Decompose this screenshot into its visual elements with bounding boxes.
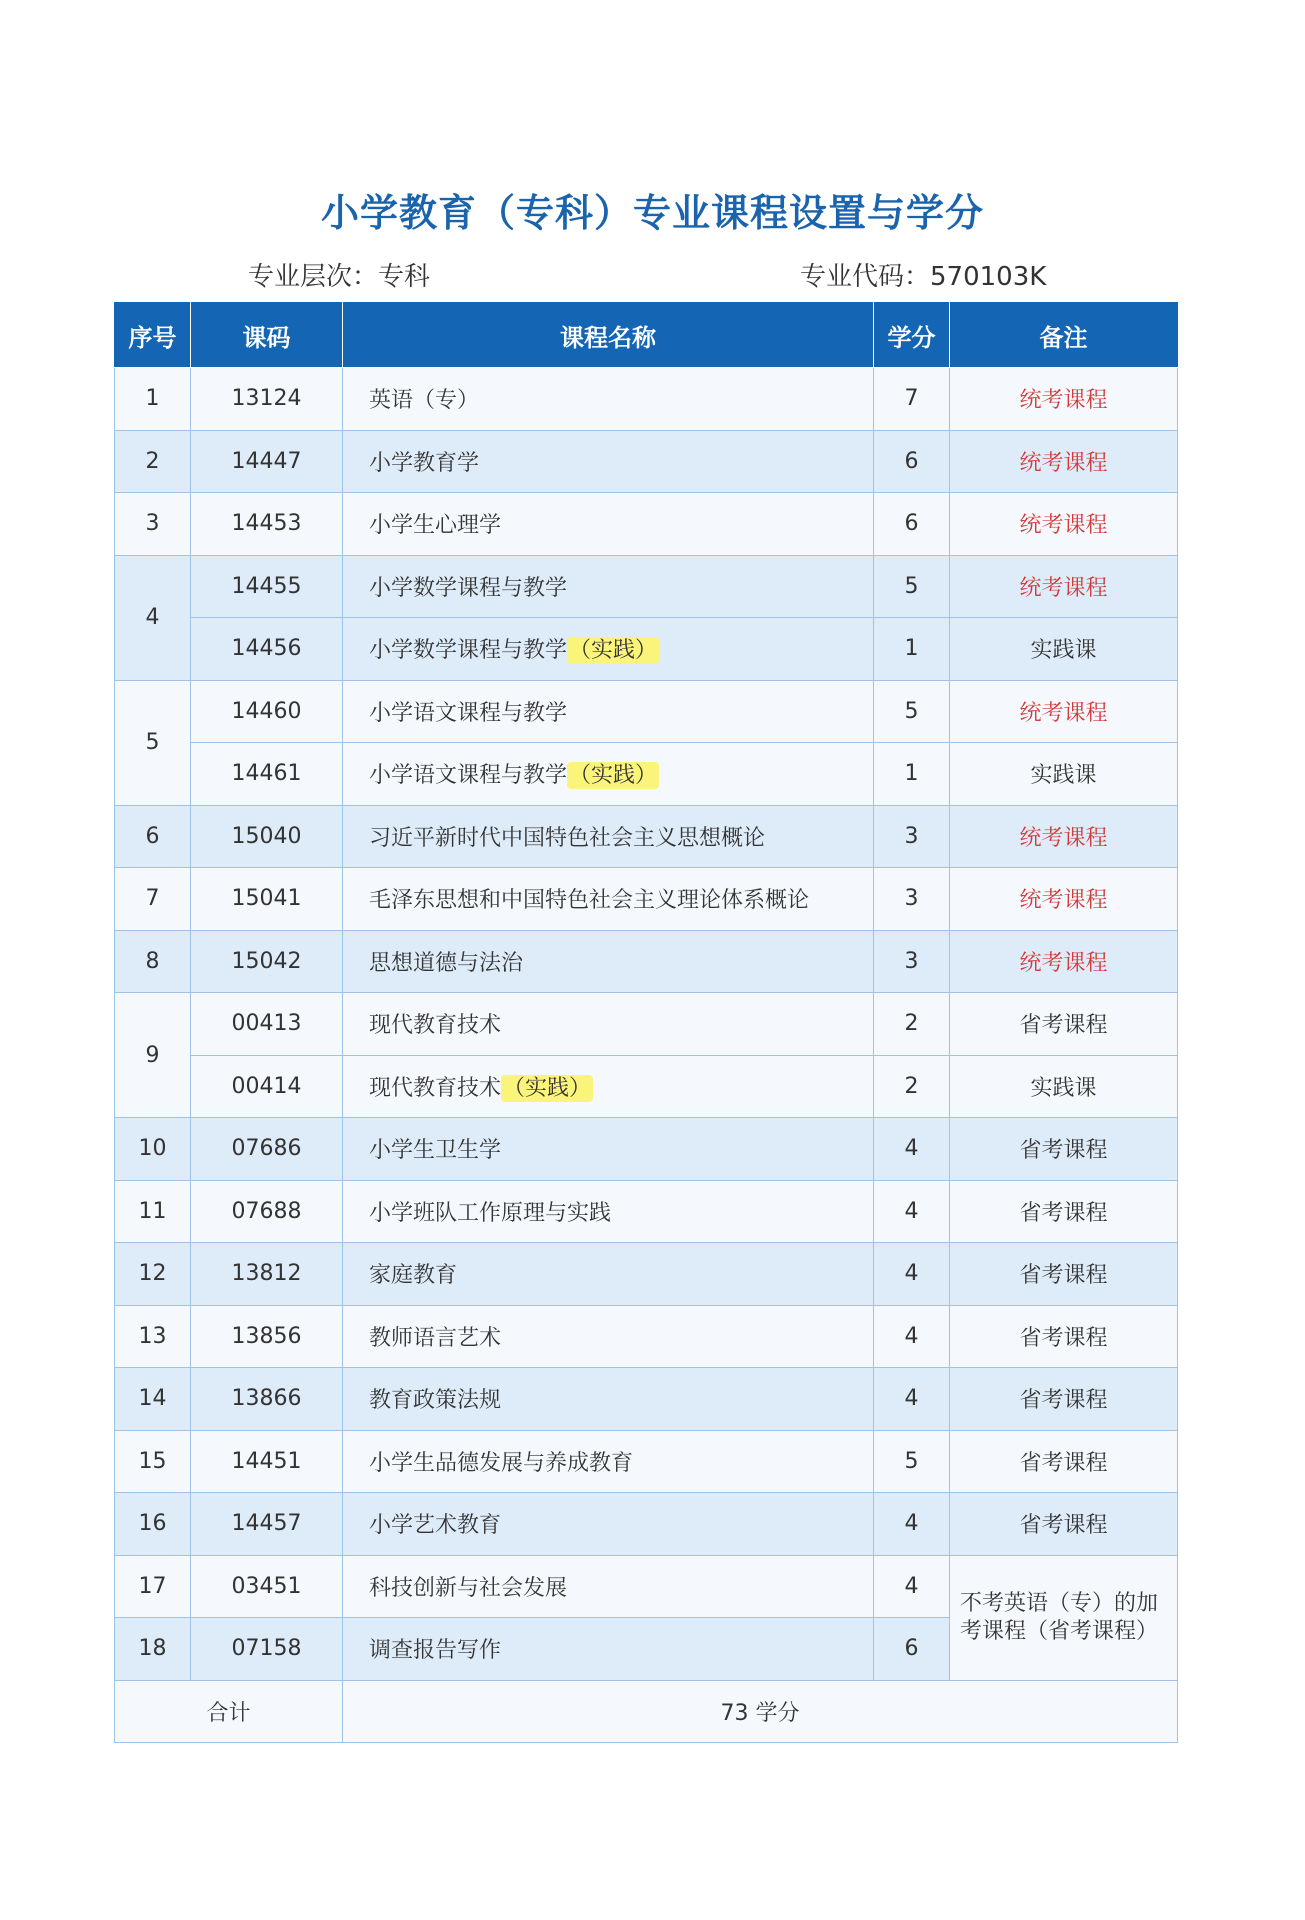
cell-index: 12 — [115, 1243, 191, 1306]
cell-code: 15041 — [191, 868, 343, 931]
cell-credit: 2 — [874, 993, 950, 1056]
course-table — [114, 302, 1178, 1743]
cell-code: 14447 — [191, 430, 343, 493]
cell-name: 小学生卫生学 — [343, 1118, 874, 1181]
cell-credit: 4 — [874, 1118, 950, 1181]
cell-code: 15040 — [191, 805, 343, 868]
cell-note: 省考课程 — [950, 1430, 1178, 1493]
table-row — [115, 930, 1178, 993]
cell-name: 科技创新与社会发展 — [343, 1555, 874, 1618]
cell-name — [343, 1055, 874, 1118]
cell-credit: 5 — [874, 1430, 950, 1493]
cell-index: 17 — [115, 1555, 191, 1618]
cell-note: 省考课程 — [950, 1305, 1178, 1368]
cell-note: 统考课程 — [950, 930, 1178, 993]
header-credit: 学分 — [874, 303, 950, 368]
total-label: 合计 — [115, 1680, 343, 1743]
table-row — [115, 743, 1178, 806]
table-row — [115, 1555, 1178, 1618]
table-row — [115, 1368, 1178, 1431]
cell-note: 统考课程 — [950, 493, 1178, 556]
cell-code: 07158 — [191, 1618, 343, 1681]
cell-note: 统考课程 — [950, 680, 1178, 743]
table-row — [115, 618, 1178, 681]
cell-note: 统考课程 — [950, 868, 1178, 931]
cell-note: 统考课程 — [950, 368, 1178, 431]
practice-highlight: （实践） — [503, 1075, 592, 1101]
total-row — [115, 1680, 1178, 1743]
cell-index: 9 — [115, 993, 191, 1118]
table-row — [115, 368, 1178, 431]
cell-credit: 1 — [874, 743, 950, 806]
cell-credit: 5 — [874, 555, 950, 618]
cell-note: 省考课程 — [950, 1493, 1178, 1556]
cell-index: 6 — [115, 805, 191, 868]
cell-credit: 3 — [874, 930, 950, 993]
cell-note: 统考课程 — [950, 805, 1178, 868]
cell-note: 统考课程 — [950, 430, 1178, 493]
cell-credit: 5 — [874, 680, 950, 743]
cell-name: 小学艺术教育 — [343, 1493, 874, 1556]
cell-credit: 6 — [874, 493, 950, 556]
header-index: 序号 — [115, 303, 191, 368]
cell-name: 教育政策法规 — [343, 1368, 874, 1431]
cell-code: 13812 — [191, 1243, 343, 1306]
cell-name: 小学生心理学 — [343, 493, 874, 556]
cell-index: 4 — [115, 555, 191, 680]
cell-index: 14 — [115, 1368, 191, 1431]
cell-credit: 4 — [874, 1368, 950, 1431]
cell-index: 11 — [115, 1180, 191, 1243]
cell-name: 英语（专） — [343, 368, 874, 431]
cell-name: 小学语文课程与教学 — [343, 680, 874, 743]
cell-index: 2 — [115, 430, 191, 493]
cell-name: 现代教育技术 — [343, 993, 874, 1056]
cell-credit: 6 — [874, 430, 950, 493]
table-row — [115, 1493, 1178, 1556]
cell-code: 07686 — [191, 1118, 343, 1181]
total-value: 73 学分 — [343, 1680, 1178, 1743]
page-title: 小学教育（专科）专业课程设置与学分 — [320, 191, 984, 235]
major-level: 专业层次：专科 — [248, 262, 431, 292]
cell-code: 13124 — [191, 368, 343, 431]
cell-note: 实践课 — [950, 618, 1178, 681]
cell-name: 家庭教育 — [343, 1243, 874, 1306]
cell-index: 16 — [115, 1493, 191, 1556]
header-code: 课码 — [191, 303, 343, 368]
cell-credit: 4 — [874, 1180, 950, 1243]
course-name-text: 小学数学课程与教学 — [369, 638, 568, 664]
cell-credit: 4 — [874, 1555, 950, 1618]
table-row — [115, 680, 1178, 743]
cell-name: 调查报告写作 — [343, 1618, 874, 1681]
cell-credit: 4 — [874, 1493, 950, 1556]
header-note: 备注 — [950, 303, 1178, 368]
cell-name: 小学生品德发展与养成教育 — [343, 1430, 874, 1493]
cell-name: 小学教育学 — [343, 430, 874, 493]
cell-code: 13866 — [191, 1368, 343, 1431]
cell-index: 13 — [115, 1305, 191, 1368]
cell-note: 省考课程 — [950, 1368, 1178, 1431]
cell-index: 5 — [115, 680, 191, 805]
table-row — [115, 993, 1178, 1056]
cell-index: 3 — [115, 493, 191, 556]
cell-name: 小学数学课程与教学 — [343, 555, 874, 618]
table-row — [115, 493, 1178, 556]
cell-name: 毛泽东思想和中国特色社会主义理论体系概论 — [343, 868, 874, 931]
cell-code: 14461 — [191, 743, 343, 806]
cell-name: 教师语言艺术 — [343, 1305, 874, 1368]
cell-code: 00414 — [191, 1055, 343, 1118]
table-row — [115, 1243, 1178, 1306]
cell-credit: 4 — [874, 1305, 950, 1368]
cell-credit: 6 — [874, 1618, 950, 1681]
cell-code: 14460 — [191, 680, 343, 743]
cell-credit: 3 — [874, 868, 950, 931]
cell-note: 省考课程 — [950, 993, 1178, 1056]
cell-note: 实践课 — [950, 1055, 1178, 1118]
cell-code: 14457 — [191, 1493, 343, 1556]
practice-highlight: （实践） — [569, 638, 658, 664]
cell-index: 8 — [115, 930, 191, 993]
cell-code: 03451 — [191, 1555, 343, 1618]
table-row — [115, 1118, 1178, 1181]
cell-name: 思想道德与法治 — [343, 930, 874, 993]
course-name-text: 小学语文课程与教学 — [369, 763, 568, 789]
cell-code: 15042 — [191, 930, 343, 993]
cell-credit: 3 — [874, 805, 950, 868]
major-code: 专业代码：570103K — [800, 262, 1047, 292]
cell-name — [343, 743, 874, 806]
table-row — [115, 430, 1178, 493]
cell-code: 13856 — [191, 1305, 343, 1368]
cell-name: 习近平新时代中国特色社会主义思想概论 — [343, 805, 874, 868]
cell-code: 14456 — [191, 618, 343, 681]
cell-index: 7 — [115, 868, 191, 931]
table-row — [115, 1055, 1178, 1118]
cell-index: 15 — [115, 1430, 191, 1493]
cell-code: 14451 — [191, 1430, 343, 1493]
cell-note: 省考课程 — [950, 1180, 1178, 1243]
cell-index: 10 — [115, 1118, 191, 1181]
cell-credit: 7 — [874, 368, 950, 431]
table-row — [115, 555, 1178, 618]
course-name-text: 现代教育技术 — [369, 1075, 502, 1101]
cell-note: 省考课程 — [950, 1243, 1178, 1306]
header-name: 课程名称 — [343, 303, 874, 368]
practice-highlight: （实践） — [569, 763, 658, 789]
table-row — [115, 868, 1178, 931]
table-header-row — [115, 303, 1178, 368]
cell-note: 统考课程 — [950, 555, 1178, 618]
cell-credit: 4 — [874, 1243, 950, 1306]
cell-code: 00413 — [191, 993, 343, 1056]
cell-note-merged: 不考英语（专）的加考课程（省考课程） — [950, 1555, 1178, 1680]
cell-note: 实践课 — [950, 743, 1178, 806]
cell-code: 14453 — [191, 493, 343, 556]
cell-credit: 2 — [874, 1055, 950, 1118]
cell-name: 小学班队工作原理与实践 — [343, 1180, 874, 1243]
table-row — [115, 1305, 1178, 1368]
cell-index: 1 — [115, 368, 191, 431]
table-row — [115, 1430, 1178, 1493]
table-row — [115, 805, 1178, 868]
cell-name — [343, 618, 874, 681]
cell-index: 18 — [115, 1618, 191, 1681]
cell-code: 14455 — [191, 555, 343, 618]
cell-note: 省考课程 — [950, 1118, 1178, 1181]
table-row — [115, 1180, 1178, 1243]
cell-credit: 1 — [874, 618, 950, 681]
cell-code: 07688 — [191, 1180, 343, 1243]
